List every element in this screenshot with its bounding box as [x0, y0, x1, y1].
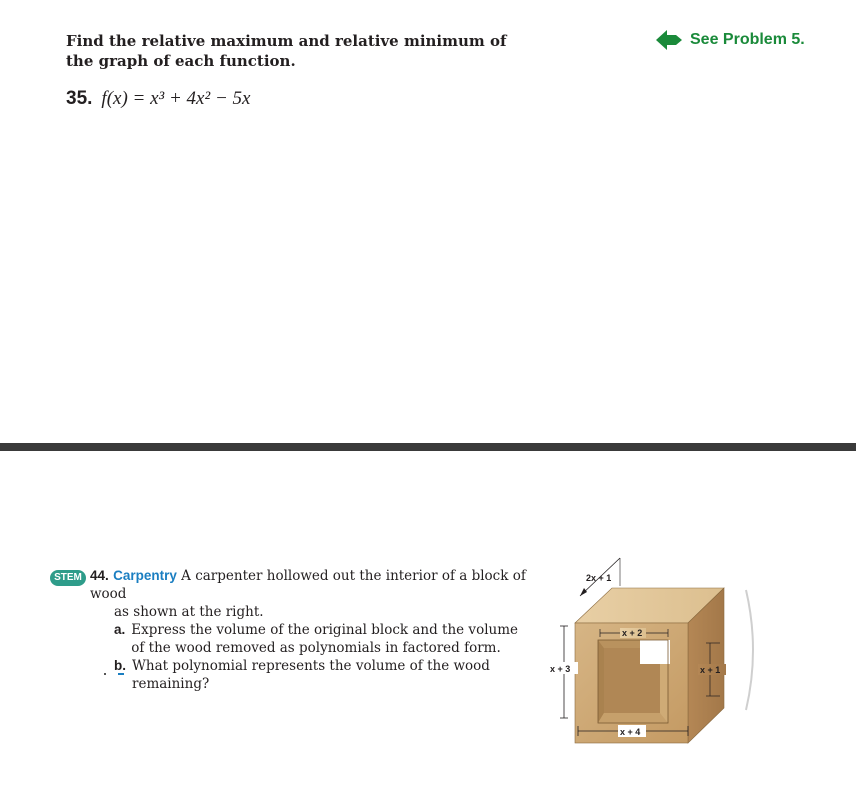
problem-topic: Carpentry: [113, 568, 177, 583]
intro-line-1: A carpenter hollowed out the interior of a block of wood: [90, 568, 526, 602]
cutoff-marks: [100, 672, 130, 676]
part-label: a.: [114, 622, 126, 637]
section-divider: [0, 443, 856, 451]
width-label: x + 4: [620, 727, 641, 737]
part-a: [90, 621, 530, 657]
inner-width-label: x + 2: [622, 628, 643, 638]
part-b: [90, 657, 530, 692]
inner-height-label: x + 1: [700, 665, 721, 675]
stem-badge: STEM: [50, 570, 86, 586]
problem-44-intro: [90, 567, 530, 603]
problem-number: 44.: [90, 568, 109, 583]
instructions-text: Find the relative maximum and relative minimum of the graph of each function.: [66, 32, 507, 70]
see-problem-label: See Problem 5.: [690, 31, 805, 48]
depth-label: 2x + 1: [586, 573, 612, 583]
problem-44: [90, 567, 530, 692]
height-label: x + 3: [550, 664, 571, 674]
problem-35: [66, 88, 250, 110]
part-text: Express the volume of the original block and the volume of the wood removed as polynomials in factored form.: [131, 622, 518, 656]
arrow-left-icon: [656, 30, 682, 50]
see-problem-link[interactable]: [656, 30, 805, 50]
wood-block-figure: [540, 548, 740, 748]
function-expression: f(x) = x³ + 4x² − 5x: [101, 88, 251, 109]
intro-line-2: as shown at the right.: [114, 604, 264, 620]
part-label: b.: [114, 658, 126, 673]
problem-number: 35.: [66, 88, 93, 109]
partial-page-edge: [736, 590, 766, 710]
part-text: What polynomial represents the volume of the wood remaining?: [132, 658, 490, 692]
